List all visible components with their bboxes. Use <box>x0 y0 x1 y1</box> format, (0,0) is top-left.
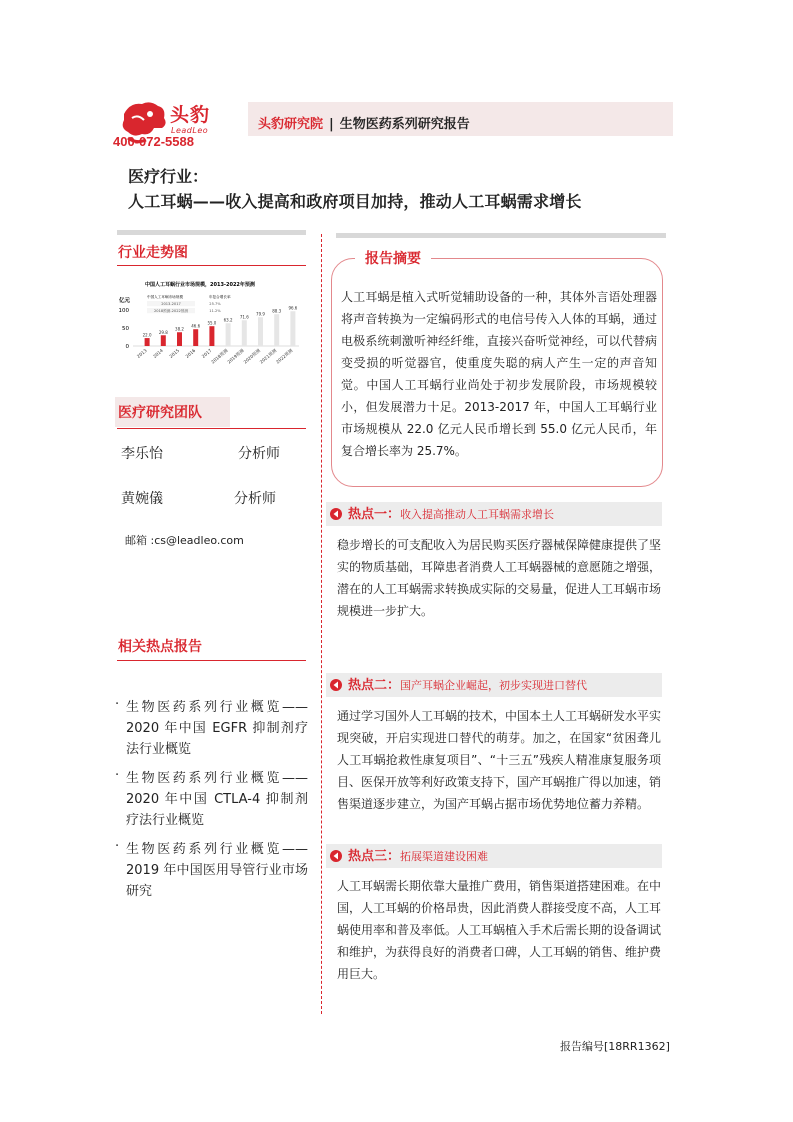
summary-text: 人工耳蜗是植入式听觉辅助设备的一种，其体外言语处理器将声音转换为一定编码形式的电信号传入人体的耳蜗，通过电极系统刺激听神经纤维，直接兴奋听觉神经，可以代替病变受损的听觉器官，使重度失聪的病人产生一定的声音知觉。中国人工耳蜗行业尚处于初步发展阶段，市场规模较小，但发展潜力十足。2013-2017 年，中国人工耳蜗行业市场规模从 22.0 亿元人民币增长到 55.0 亿元人民币，年复合增长率为 25.7%。 <box>341 290 657 458</box>
hotspot-title <box>348 849 488 865</box>
trend-section-rule <box>117 265 306 266</box>
contact-email[interactable]: 邮箱 :cs@leadleo.com <box>125 534 244 547</box>
list-bullet: · <box>115 768 120 783</box>
analyst-name: 李乐怡 <box>121 446 163 462</box>
report-title-line2: 人工耳蜗——收入提高和政府项目加持，推动人工耳蜗需求增长 <box>128 192 582 211</box>
hotspot-label: 热点一： <box>348 507 401 522</box>
bar-value-label: 63.2 <box>223 317 233 323</box>
analyst-role: 分析师 <box>234 491 276 507</box>
x-tick-label: 2021预测 <box>259 348 278 366</box>
bar-value-label: 22.0 <box>142 332 152 338</box>
chart-ylabel: 亿元 <box>119 298 131 304</box>
y-tick-label: 0 <box>125 344 129 350</box>
brand-name-en: LeadLeo <box>171 126 209 135</box>
team-section-rule <box>117 428 306 429</box>
legend-rate: 25.7% <box>209 302 221 306</box>
play-arrow-icon <box>329 507 343 521</box>
bar-value-label: 46.6 <box>191 323 201 329</box>
x-tick-label: 2019预测 <box>227 348 246 366</box>
bar-value-label: 79.9 <box>256 311 265 317</box>
related-report-link[interactable]: 生物医药系列行业概览——2020 年中国 CTLA-4 抑制剂疗法行业概览 <box>126 771 308 828</box>
x-tick-label: 2017 <box>201 348 214 360</box>
legend-rate: 11.2% <box>209 309 221 313</box>
bar <box>177 332 182 346</box>
main-top-rule <box>336 233 666 238</box>
bar <box>161 335 166 346</box>
summary-title: 报告摘要 <box>355 248 431 270</box>
bar <box>290 311 295 346</box>
hotspot-text: 人工耳蜗需长期依靠大量推广费用，销售渠道搭建困难。在中国，人工耳蜗的价格昂贵，因此消费人群接受度不高，人工耳蜗使用率和普及率低。人工耳蜗植入手术后需长期的设备调试和维护，为获得良好的消费者口碑，人工耳蜗的销售、维护费用巨大。 <box>337 879 662 981</box>
bar <box>258 317 263 346</box>
legend-period: 2018预测-2022预测 <box>154 309 188 313</box>
brand-name: 头豹 <box>170 104 211 126</box>
team-section-title: 医疗研究团队 <box>118 405 202 421</box>
legend-header: 年复合增长率 <box>209 295 231 299</box>
y-tick-label: 50 <box>122 326 129 332</box>
report-number: 报告编号[18RR1362] <box>560 1040 670 1053</box>
hotspot-text: 通过学习国外人工耳蜗的技术，中国本土人工耳蜗研发水平实现突破，开启实现进口替代的萌芽。加之，在国家“贫困聋儿人工耳蜗抢救性康复项目”、“十三五”残疾人精准康复服务项目、医保开放等利好政策支持下，国产耳蜗推广得以加速，销售渠道逐步建立，为国产耳蜗占据市场优势地位蓄力养精。 <box>337 709 662 811</box>
play-arrow-icon <box>329 849 343 863</box>
hotline-phone: 400-072-5588 <box>113 134 194 149</box>
bar <box>193 329 198 346</box>
header-separator: | <box>329 117 334 132</box>
analyst-name: 黄婉儀 <box>121 491 163 507</box>
hotspot-title <box>348 507 554 523</box>
x-tick-label: 2020预测 <box>243 348 262 366</box>
sidebar-top-rule <box>117 230 306 235</box>
bar <box>274 314 279 346</box>
bar <box>226 323 231 346</box>
report-title-line1: 医疗行业： <box>128 167 209 186</box>
bar-value-label: 38.2 <box>175 326 184 332</box>
series-name: 生物医药系列研究报告 <box>339 117 470 132</box>
market-size-chart <box>117 276 307 382</box>
x-tick-label: 2015 <box>169 348 181 360</box>
bar-value-label: 55.0 <box>207 320 217 326</box>
related-section-rule <box>117 660 306 661</box>
y-tick-label: 100 <box>118 308 129 314</box>
bar-value-label: 71.6 <box>239 314 249 320</box>
related-report-link[interactable]: 生物医药系列行业概览——2019 年中国医用导管行业市场研究 <box>126 842 308 899</box>
legend-header: 中国人工耳蜗市场规模 <box>147 295 183 299</box>
hotspot-subtitle: 拓展渠道建设困难 <box>400 850 489 863</box>
analyst-role: 分析师 <box>238 446 280 462</box>
trend-section-title: 行业走势图 <box>118 245 188 261</box>
hotspot-label: 热点三： <box>348 849 401 864</box>
institute-name: 头豹研究院 <box>258 117 324 132</box>
hotspot-subtitle: 国产耳蜗企业崛起，初步实现进口替代 <box>400 679 588 692</box>
bar-value-label: 29.8 <box>158 329 168 335</box>
list-bullet: · <box>115 697 120 712</box>
chart-title: 中国人工耳蜗行业市场规模，2013-2022年预测 <box>145 282 255 288</box>
hotspot-title <box>348 678 587 694</box>
bar <box>242 320 247 346</box>
bar <box>145 338 150 346</box>
hotspot-text: 稳步增长的可支配收入为居民购买医疗器械保障健康提供了坚实的物质基础，耳障患者消费人工耳蜗器械的意愿随之增强，潜在的人工耳蜗需求转换成实际的交易量，促进人工耳蜗市场规模进一步扩大。 <box>337 538 662 618</box>
related-report-link[interactable]: 生物医药系列行业概览——2020 年中国 EGFR 抑制剂疗法行业概览 <box>126 700 308 757</box>
report-header <box>258 113 470 132</box>
x-tick-label: 2013 <box>136 348 149 360</box>
bar-value-label: 96.6 <box>288 305 298 311</box>
x-tick-label: 2016 <box>185 348 197 360</box>
x-tick-label: 2022预测 <box>275 348 295 366</box>
play-arrow-icon <box>329 678 343 692</box>
list-bullet: · <box>115 839 120 854</box>
x-tick-label: 2018预测 <box>210 348 230 366</box>
hotspot-subtitle: 收入提高推动人工耳蜗需求增长 <box>400 508 555 521</box>
bar <box>209 326 214 346</box>
x-tick-label: 2014 <box>152 348 165 360</box>
legend-period: 2013-2017 <box>161 302 181 306</box>
related-section-title: 相关热点报告 <box>118 639 202 655</box>
column-divider <box>321 234 322 1014</box>
bar-value-label: 88.3 <box>272 308 282 314</box>
hotspot-label: 热点二： <box>348 678 401 693</box>
